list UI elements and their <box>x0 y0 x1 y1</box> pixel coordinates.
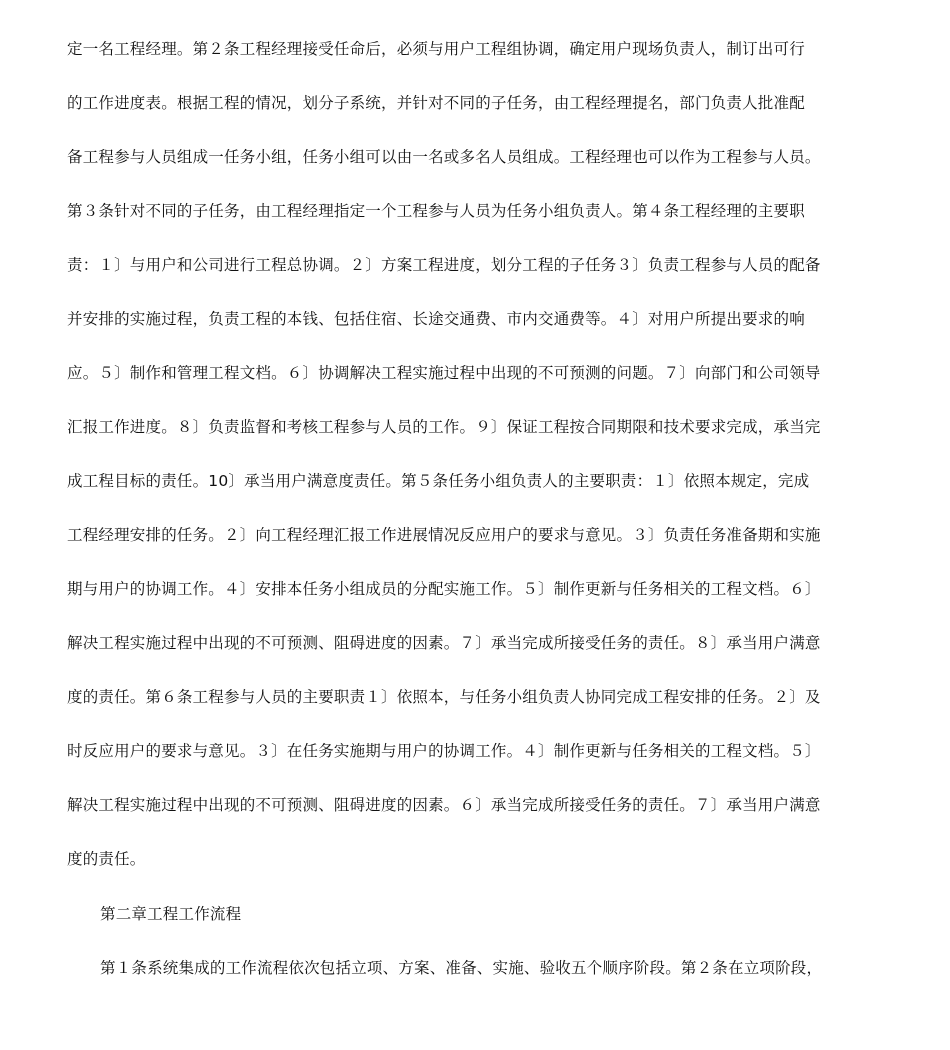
chapter-heading: 第二章工程工作流程 <box>100 905 242 923</box>
text-line: 成工程目标的责任。10〕承当用户满意度责任。第５条任务小组负责人的主要职责：１〕依照本规定，完成 <box>67 472 810 490</box>
text-line: 定一名工程经理。第２条工程经理接受任命后，必须与用户工程组协调，确定用户现场负责人，制订出可行 <box>67 40 805 58</box>
text-line: 度的责任。 <box>67 850 146 868</box>
text-line: 备工程参与人员组成一任务小组，任务小组可以由一名或多名人员组成。工程经理也可以作为工程参与人员。 <box>67 148 821 166</box>
text-line: 时反应用户的要求与意见。３〕在任务实施期与用户的协调工作。４〕制作更新与任务相关的工程文档。５〕 <box>67 742 821 760</box>
text-line: 解决工程实施过程中出现的不可预测、阻碍进度的因素。６〕承当完成所接受任务的责任。７〕承当用户满意 <box>67 796 821 814</box>
paragraph-first-line: 第１条系统集成的工作流程依次包括立项、方案、准备、实施、验收五个顺序阶段。第２条在立项阶段， <box>100 959 823 977</box>
text-line: 汇报工作进度。８〕负责监督和考核工程参与人员的工作。９〕保证工程按合同期限和技术要求完成，承当完 <box>67 418 821 436</box>
text-line: 解决工程实施过程中出现的不可预测、阻碍进度的因素。７〕承当完成所接受任务的责任。８〕承当用户满意 <box>67 634 821 652</box>
text-line: 责：１〕与用户和公司进行工程总协调。２〕方案工程进度，划分工程的子任务３〕负责工程参与人员的配备 <box>67 256 821 274</box>
text-line: 第３条针对不同的子任务，由工程经理指定一个工程参与人员为任务小组负责人。第４条工程经理的主要职 <box>67 202 805 220</box>
text-line: 的工作进度表。根据工程的情况，划分子系统，并针对不同的子任务，由工程经理提名，部门负责人批准配 <box>67 94 805 112</box>
text-line: 工程经理安排的任务。２〕向工程经理汇报工作进展情况反应用户的要求与意见。３〕负责任务准备期和实施 <box>67 526 821 544</box>
text-line: 期与用户的协调工作。４〕安排本任务小组成员的分配实施工作。５〕制作更新与任务相关的工程文档。６〕 <box>67 580 821 598</box>
text-line: 并安排的实施过程，负责工程的本钱、包括住宿、长途交通费、市内交通费等。４〕对用户所提出要求的响 <box>67 310 805 328</box>
text-line: 度的责任。第６条工程参与人员的主要职责１〕依照本，与任务小组负责人协同完成工程安排的任务。２〕及 <box>67 688 821 706</box>
text-line: 应。５〕制作和管理工程文档。６〕协调解决工程实施过程中出现的不可预测的问题。７〕向部门和公司领导 <box>67 364 821 382</box>
